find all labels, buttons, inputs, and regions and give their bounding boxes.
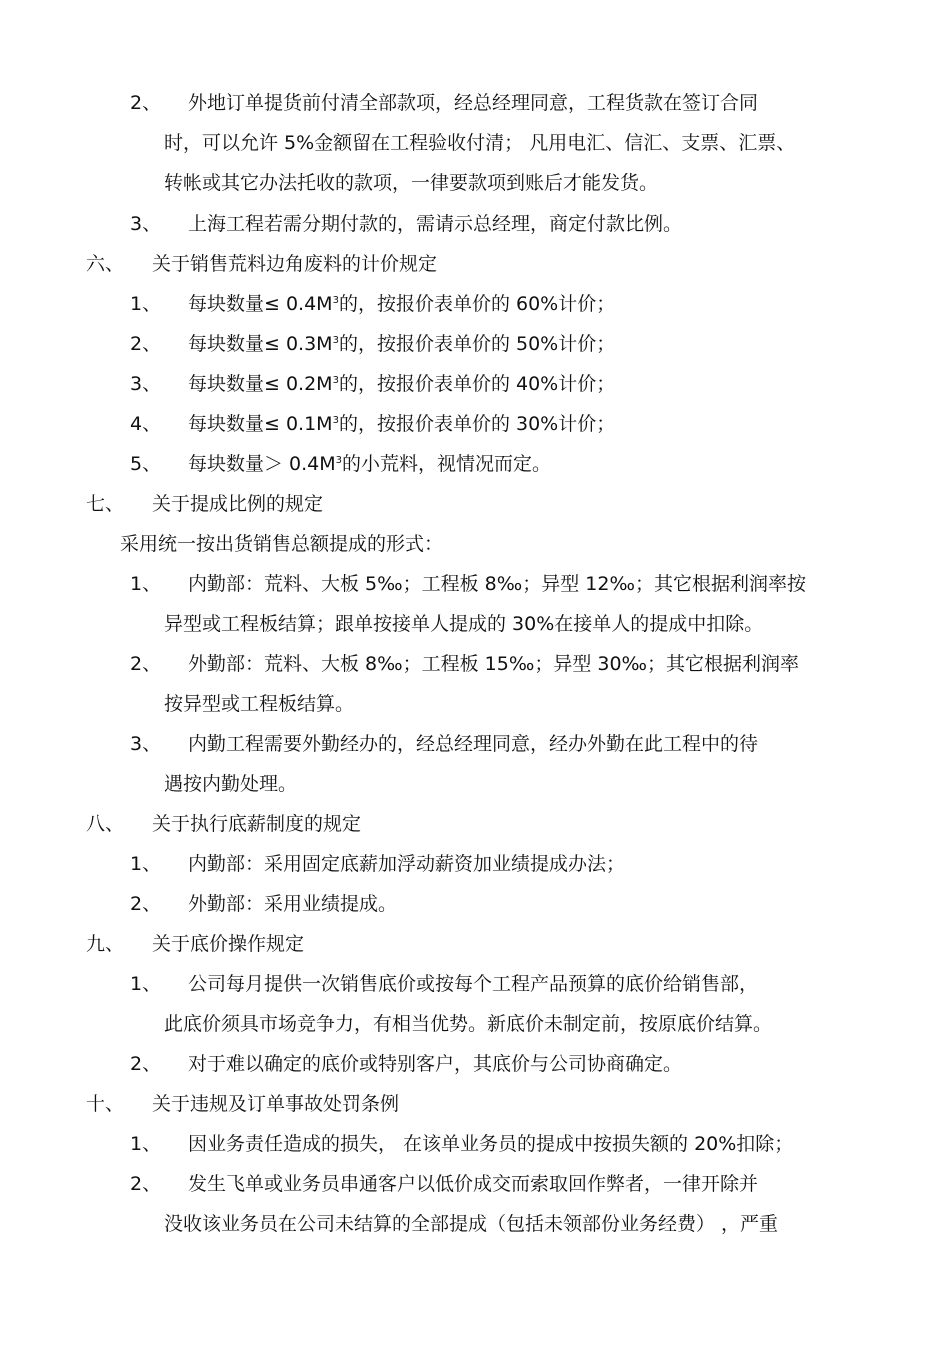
item-text-line: 转帐或其它办法托收的款项，一律要款项到账后才能发货。 [164, 172, 659, 194]
item-text-line: 发生飞单或业务员串通客户以低价成交而索取回作弊者，一律开除并 [188, 1173, 759, 1195]
item-number: 4、 [130, 413, 162, 435]
item-text-line: 内勤工程需要外勤经办的，经总经理同意，经办外勤在此工程中的待 [188, 733, 759, 755]
item-text-line: 按异型或工程板结算。 [164, 693, 355, 715]
section-number: 七、 [86, 493, 125, 515]
item-number: 1、 [130, 853, 162, 875]
section-title: 关于销售荒料边角废料的计价规定 [152, 253, 438, 275]
item-number: 1、 [130, 573, 162, 595]
section-title: 关于执行底薪制度的规定 [152, 813, 362, 835]
item-text-line: 外勤部：荒料、大板 8‰；工程板 15‰；异型 30‰；其它根据利润率 [188, 653, 800, 675]
section-number: 十、 [86, 1093, 125, 1115]
item-text-line: 内勤部：荒料、大板 5‰；工程板 8‰；异型 12‰；其它根据利润率按 [188, 573, 806, 595]
item-number: 1、 [130, 293, 162, 315]
item-number: 2、 [130, 333, 162, 355]
section-number: 八、 [86, 813, 125, 835]
item-number: 2、 [130, 92, 162, 114]
item-number: 5、 [130, 453, 162, 475]
item-text-line: 此底价须具市场竞争力，有相当优势。新底价未制定前，按原底价结算。 [164, 1013, 773, 1035]
item-text-line: 对于难以确定的底价或特别客户，其底价与公司协商确定。 [188, 1053, 683, 1075]
section-title: 关于底价操作规定 [152, 933, 305, 955]
item-number: 3、 [130, 733, 162, 755]
item-text-line: 每块数量≤ $0.3M^3$的，按报价表单价的 50%计价； [188, 333, 616, 355]
item-text-line: 每块数量≤ $0.1M^3$的，按报价表单价的 30%计价； [188, 413, 616, 435]
item-text-line: 上海工程若需分期付款的，需请示总经理，商定付款比例。 [188, 213, 683, 235]
item-number: 3、 [130, 373, 162, 395]
section-number: 九、 [86, 933, 125, 955]
item-number: 3、 [130, 213, 162, 235]
item-text-line: 异型或工程板结算；跟单按接单人提成的 30%在接单人的提成中扣除。 [164, 613, 764, 635]
section-number: 六、 [86, 253, 125, 275]
item-number: 2、 [130, 653, 162, 675]
item-text-line: 每块数量≤ $0.4M^3$的，按报价表单价的 60%计价； [188, 293, 616, 315]
item-text-line: 没收该业务员在公司未结算的全部提成（包括未领部份业务经费） ，严重 [164, 1213, 779, 1235]
item-text-line: 外勤部：采用业绩提成。 [188, 893, 398, 915]
item-number: 2、 [130, 893, 162, 915]
item-text-line: 时，可以允许 5%金额留在工程验收付清； 凡用电汇、信汇、支票、汇票、 [164, 132, 796, 154]
section-intro: 采用统一按出货销售总额提成的形式： [120, 533, 444, 555]
section-title: 关于违规及订单事故处罚条例 [152, 1093, 400, 1115]
item-text-line: 遇按内勤处理。 [164, 773, 298, 795]
section-title: 关于提成比例的规定 [152, 493, 324, 515]
item-text-line: 外地订单提货前付清全部款项，经总经理同意，工程货款在签订合同 [188, 92, 759, 114]
item-number: 1、 [130, 1133, 162, 1155]
item-text-line: 每块数量≤ $0.2M^3$的，按报价表单价的 40%计价； [188, 373, 616, 395]
item-number: 2、 [130, 1173, 162, 1195]
item-text-line: 每块数量＞ $0.4M^3$的小荒料，视情况而定。 [188, 453, 552, 475]
item-text-line: 内勤部：采用固定底薪加浮动薪资加业绩提成办法； [188, 853, 626, 875]
item-number: 2、 [130, 1053, 162, 1075]
item-text-line: 公司每月提供一次销售底价或按每个工程产品预算的底价给销售部， [188, 973, 759, 995]
item-text-line: 因业务责任造成的损失， 在该单业务员的提成中按损失额的 20%扣除； [188, 1133, 794, 1155]
item-number: 1、 [130, 973, 162, 995]
